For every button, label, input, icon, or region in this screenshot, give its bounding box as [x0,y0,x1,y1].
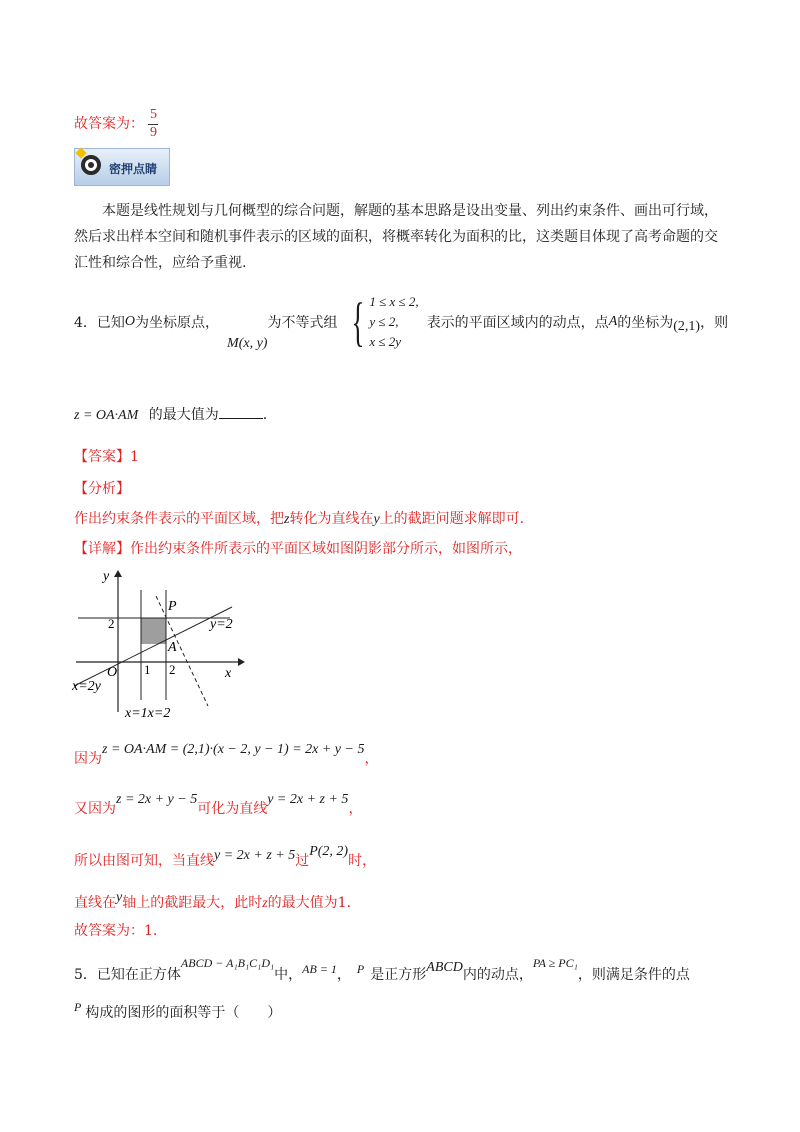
label-x-equals-1-and-2: x=1x=2 [125,706,171,721]
x-axis-arrow-icon [238,658,245,666]
answer-prefix: 故答案为： [74,116,144,133]
final-answer: 故答案为：1. [74,923,158,939]
z-expression: z = OA·AM [74,408,139,423]
step-3-text-1: 所以由图可知，当直线 [74,853,214,869]
step-2 [74,792,363,818]
y-axis-label: y [103,569,110,584]
y-axis-arrow-icon [114,570,122,577]
edge-length: AB = 1 [302,962,337,976]
step-2-equation-2: y = 2x + z + 5 [267,792,349,807]
label-y-equals-2: y=2 [210,617,233,632]
analysis-text [74,508,524,528]
step-3-text-2: 过 [295,853,310,869]
step-3-text-3: 时， [348,853,377,869]
answer-label: 【答案】 [74,449,130,465]
badge-label: 密押点睛 [109,162,158,176]
point-a-label: A [168,640,177,655]
question-number: 5． [74,967,97,983]
analysis-text-2: 转化为直线在 [289,511,374,527]
answer-value: 1 [130,449,139,465]
system-lines [369,292,418,352]
q5-text-2: 中， [274,967,303,983]
analysis-label: 【分析】 [74,481,130,497]
q4-text-8: . [262,407,268,423]
target-icon [81,155,101,175]
cube-name: ABCD − A₁B₁C₁D₁ [180,956,275,970]
q4-text-3: 为不等式组 [267,315,338,331]
step-3-equation: y = 2x + z + 5 [214,848,296,863]
fraction-numerator: 5 [149,107,157,122]
q4-text-1: 已知 [96,315,125,331]
question-5-line-2 [74,1002,281,1022]
key-points-badge [74,148,170,186]
previous-answer-line [74,108,158,140]
point-p-symbol: P [356,962,365,976]
step-3 [74,844,377,870]
q5-text-3: ， [336,967,351,983]
step-4-value: 1. [337,895,352,911]
q4-text-4: 表示的平面区域内的动点，点 [426,315,609,331]
q5-text-4: 是正方形 [370,967,427,983]
shaded-region [141,618,166,644]
detail-line [74,538,522,558]
step-4 [74,892,351,912]
commentary-paragraph: 本题是线性规划与几何概型的综合问题，解题的基本思路是设出变量、列出约束条件、画出可行域，然后求出样本空间和随机事件表示的区域的面积，将概率转化为面积的比，这类题目体现了高考命题的交汇性和综合性，应给予重视. [74,203,718,271]
question-4-line-2 [74,404,267,424]
step-1 [74,742,379,768]
step-1-text-1: 因为 [74,751,102,767]
answer-line [74,446,139,466]
question-5-line-1 [74,956,690,984]
z-symbol: z [262,896,268,911]
q4-text-6: ，则 [700,315,729,331]
q5-text-6: ，则满足条件的点 [577,967,690,983]
brace: { [351,292,365,352]
origin-symbol: O [124,314,136,329]
step-1-equation: z = OA·AM = (2,1)·(x − 2, y − 1) = 2x + y − 5 [102,742,365,757]
detail-text: 作出约束条件所表示的平面区域如图阴影部分所示，如图所示， [130,541,522,557]
x-axis-label: x [225,666,232,681]
y-symbol: y [116,890,123,905]
z-symbol: z [284,512,290,527]
point-a-symbol: A [608,314,618,329]
system-line: y ≤ 2, [369,314,399,329]
label-x-equals-2y: x=2y [72,679,101,694]
feasible-region-figure [70,562,250,727]
q4-text-7: 的最大值为 [148,407,219,423]
system-line: x ≤ 2y [369,334,402,349]
q4-text-2: 为坐标原点， [135,315,220,331]
fraction-denominator: 9 [149,124,157,140]
distance-inequality: PA ≥ PC₁ [532,956,578,970]
point-p-label: P [168,599,177,614]
question-4-line-1 [74,292,728,352]
q4-text-5: 的坐标为 [617,315,674,331]
analysis-text-1: 作出约束条件表示的平面区域，把 [74,511,284,527]
tick-label-x-1: 1 [144,662,151,677]
point-p-coordinates: P(2, 2) [309,844,349,859]
step-4-text-1: 直线在 [74,895,116,911]
tick-label-y-2: 2 [108,616,115,631]
inequality-system [345,292,418,352]
system-line: 1 ≤ x ≤ 2, [369,294,419,309]
question-number: 4． [74,315,97,331]
point-p-symbol: P [74,1000,82,1014]
q5-text-7: 构成的图形的面积等于（ ） [85,1005,282,1021]
step-2-text-3: ， [348,801,363,817]
step-4-text-3: 的最大值为 [267,895,338,911]
square-name: ABCD [426,960,463,975]
detail-label: 【详解】 [74,541,130,557]
tick-label-x-2: 2 [169,662,176,677]
step-2-text-2: 可化为直线 [197,801,268,817]
y-symbol: y [373,512,380,527]
step-2-equation-1: z = 2x + y − 5 [116,792,198,807]
answer-blank [219,406,263,419]
step-4-text-2: 轴上的截距最大，此时 [122,895,263,911]
q5-text-5: 内的动点， [462,967,533,983]
origin-label: O [107,665,118,680]
answer-fraction [148,108,158,140]
point-m: M(x, y) [227,336,268,351]
step-1-text-2: ， [364,751,379,767]
q5-text-1: 已知在正方体 [96,967,181,983]
step-2-text-1: 又因为 [74,801,116,817]
point-a-coordinates: (2,1) [673,319,701,334]
objective-line-dashed [156,596,208,706]
analysis-text-3: 上的截距问题求解即可. [379,511,525,527]
